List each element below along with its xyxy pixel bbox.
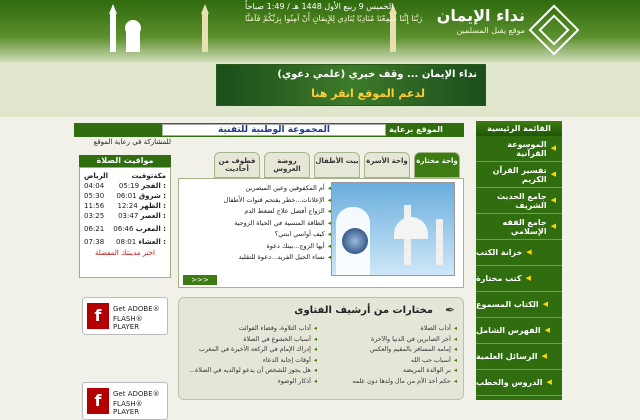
tab-children[interactable]: بيت الأطفال xyxy=(314,152,360,178)
list-item[interactable]: ◂هل يجوز للشخص أن يدعو لوالديه في الصلاة... xyxy=(189,367,317,374)
list-item[interactable]: ◂أيها الزوج...بيتك دعوة xyxy=(266,241,331,250)
nav-item-fiqh[interactable]: ◀ جامع الفقه الإسلامي xyxy=(476,214,562,240)
tab-selected-oasis[interactable]: واحة مختارة xyxy=(414,152,460,178)
tab-bride[interactable]: روضة العروس xyxy=(264,152,310,178)
content-tabs xyxy=(178,152,464,178)
prayer-row: 03:25 03:47 العصر : xyxy=(84,212,166,220)
banner-line-1: نداء الإيمان ... وقف خيري (علمي دعوي) xyxy=(277,69,477,80)
header-verse: رَبَّنَا إِنَّنَا سَمِعْنَا مُنَادِيًا يُنَادِي لِلإِيمَانِ أَنْ آمِنُوا بِرَبِّكُمْ فَآمَنَّا xyxy=(245,14,423,23)
fatwa-title: مختارات من أرشيف الفتاوى xyxy=(294,305,433,316)
nav-item-quran-encyclopedia[interactable]: ◀ الموسوعة القرآنية xyxy=(476,136,562,162)
mosque-icon xyxy=(124,4,142,52)
arrow-left-icon: ◀ xyxy=(550,222,556,230)
flash-icon: f xyxy=(87,303,109,329)
site-subtitle: موقع يقبل المسلمين xyxy=(456,26,525,35)
site-logo-icon[interactable] xyxy=(528,4,580,56)
arrow-left-icon: ◀ xyxy=(542,300,548,308)
quill-icon: ✒ xyxy=(444,303,455,317)
header-date: الخميس 9 ربيع الأول 1448 هـ / 1:49 صباحاً xyxy=(245,2,394,11)
arrow-left-icon: ◀ xyxy=(526,248,532,256)
arrow-left-icon: ◀ xyxy=(546,378,552,386)
sponsor-link[interactable]: المجموعة الوطنية للتقنية xyxy=(162,124,386,136)
flash-player-badge[interactable]: f Get ADOBE® FLASH® PLAYER xyxy=(82,297,168,335)
fatwa-archive-panel xyxy=(178,297,464,400)
banner-line-2: لدعم الموقع انقر هنا xyxy=(311,87,425,100)
list-item[interactable]: ◂كيف أواسي ابنتي؟ xyxy=(274,230,331,238)
arrow-left-icon: ◀ xyxy=(550,196,556,204)
nav-item-audio-book[interactable]: ◀ الكتاب المسموع xyxy=(476,292,562,318)
globe-icon xyxy=(342,228,368,254)
list-item[interactable]: ◂حكم أخذ الأم من مال ولدها دون علمه xyxy=(352,377,457,385)
prayer-header-row: الرياض مكةتوقيت xyxy=(84,172,166,180)
main-menu-title: القائمة الرئيسية xyxy=(476,121,562,136)
fatwa-list-right xyxy=(321,324,457,387)
nav-item-lessons[interactable]: ◀ الدروس والخطب xyxy=(476,370,562,396)
nav-item-library[interactable]: ◀ خزانة الكتب xyxy=(476,240,562,266)
list-item[interactable]: ◂نساء الجيل الفريد...دعوة للتقليد xyxy=(238,253,331,261)
list-item[interactable]: ◂أسباب حب الله xyxy=(410,356,457,364)
nav-item-index[interactable]: ◀ الفهرس الشامل xyxy=(476,318,562,344)
tab-content-panel xyxy=(178,178,464,288)
list-item[interactable]: ◂الإعلانات...خطر يقتحم قنوات الأطفال xyxy=(223,195,331,204)
nav-item-theses[interactable]: ◀ الرسائل العلمية xyxy=(476,344,562,370)
mosque-icon xyxy=(384,4,402,52)
flash-player-badge[interactable]: f Get ADOBE® FLASH® PLAYER xyxy=(82,382,168,420)
nav-item-tafsir[interactable]: ◀ تفسير القرآن الكريم xyxy=(476,162,562,188)
prayer-row: 06:21 06:46 المغرب : xyxy=(84,225,166,233)
article-image[interactable] xyxy=(331,182,455,276)
list-item[interactable]: ◂الزواج أفضل علاج لضغط الدم xyxy=(244,207,331,215)
flash-icon: f xyxy=(87,388,109,414)
tab-family[interactable]: واحة الأسرة xyxy=(364,152,410,178)
arrow-left-icon: ◀ xyxy=(525,274,531,282)
mosque-icon xyxy=(196,4,214,52)
sponsorship-link[interactable]: للمشاركة في رعاية الموقع xyxy=(93,138,171,146)
prayer-row: 07:38 08:01 العشاء : xyxy=(84,238,166,246)
list-item[interactable]: ◂إدراك الإمام في الركعة الأخيرة في المغرب xyxy=(199,346,317,353)
donation-banner[interactable] xyxy=(216,64,486,106)
list-item[interactable]: ◂بر الوالدة المريضة xyxy=(403,367,457,374)
list-item[interactable]: ◂آداب التلاوة، وقضاء الفوائت xyxy=(238,325,317,332)
list-item[interactable]: ◂أداب الصلاة xyxy=(420,325,457,332)
prayer-row: 11:56 12:24 الظهر : xyxy=(84,202,166,210)
sponsor-label: الموقع برعاية xyxy=(389,125,443,134)
list-item[interactable]: ◂أذكار الوضوء xyxy=(277,377,317,385)
prayer-times-title: مواقيت الصلاة xyxy=(79,155,171,167)
list-item[interactable]: ◂أجر الصابرين في الدنيا والآخرة xyxy=(371,335,457,343)
list-item[interactable]: ◂إمامة المسافر بالمقيم والعكس xyxy=(369,346,457,353)
prayer-times-panel xyxy=(79,167,171,278)
main-menu xyxy=(476,136,562,400)
list-item[interactable]: ◂الطاقة المنسية في الحياة الزوجية xyxy=(234,218,331,227)
choose-city-link[interactable]: اختر مدينتك المفضلة xyxy=(95,249,155,257)
list-item[interactable]: ◂أوقات إجابة الدعاء xyxy=(262,356,317,364)
nav-item-hadith[interactable]: ◀ جامع الحديث الشريف xyxy=(476,188,562,214)
arrow-left-icon: ◀ xyxy=(550,144,556,152)
nav-item-selected-books[interactable]: ◀ كتب مختارة xyxy=(476,266,562,292)
article-list xyxy=(181,183,331,264)
prayer-row: 05:30 06:01 شروق : xyxy=(84,192,166,200)
arrow-left-icon: ◀ xyxy=(544,326,550,334)
mosque-icon xyxy=(104,4,122,52)
fatwa-list-left xyxy=(181,324,317,387)
more-button[interactable]: >>> xyxy=(183,275,217,285)
tab-hadith[interactable]: قطوف من أحاديث xyxy=(214,152,260,178)
prayer-row: 04:04 05:19 الفجر : xyxy=(84,182,166,190)
list-item[interactable]: ◂أم المكفوفين وعين المبصرين xyxy=(245,184,331,192)
site-title[interactable]: نداء الإيمان xyxy=(436,6,525,25)
arrow-left-icon: ◀ xyxy=(550,170,556,178)
arrow-left-icon: ◀ xyxy=(541,352,547,360)
list-item[interactable]: ◂أسباب الخشوع في الصلاة xyxy=(243,335,317,343)
site-header xyxy=(0,0,640,62)
